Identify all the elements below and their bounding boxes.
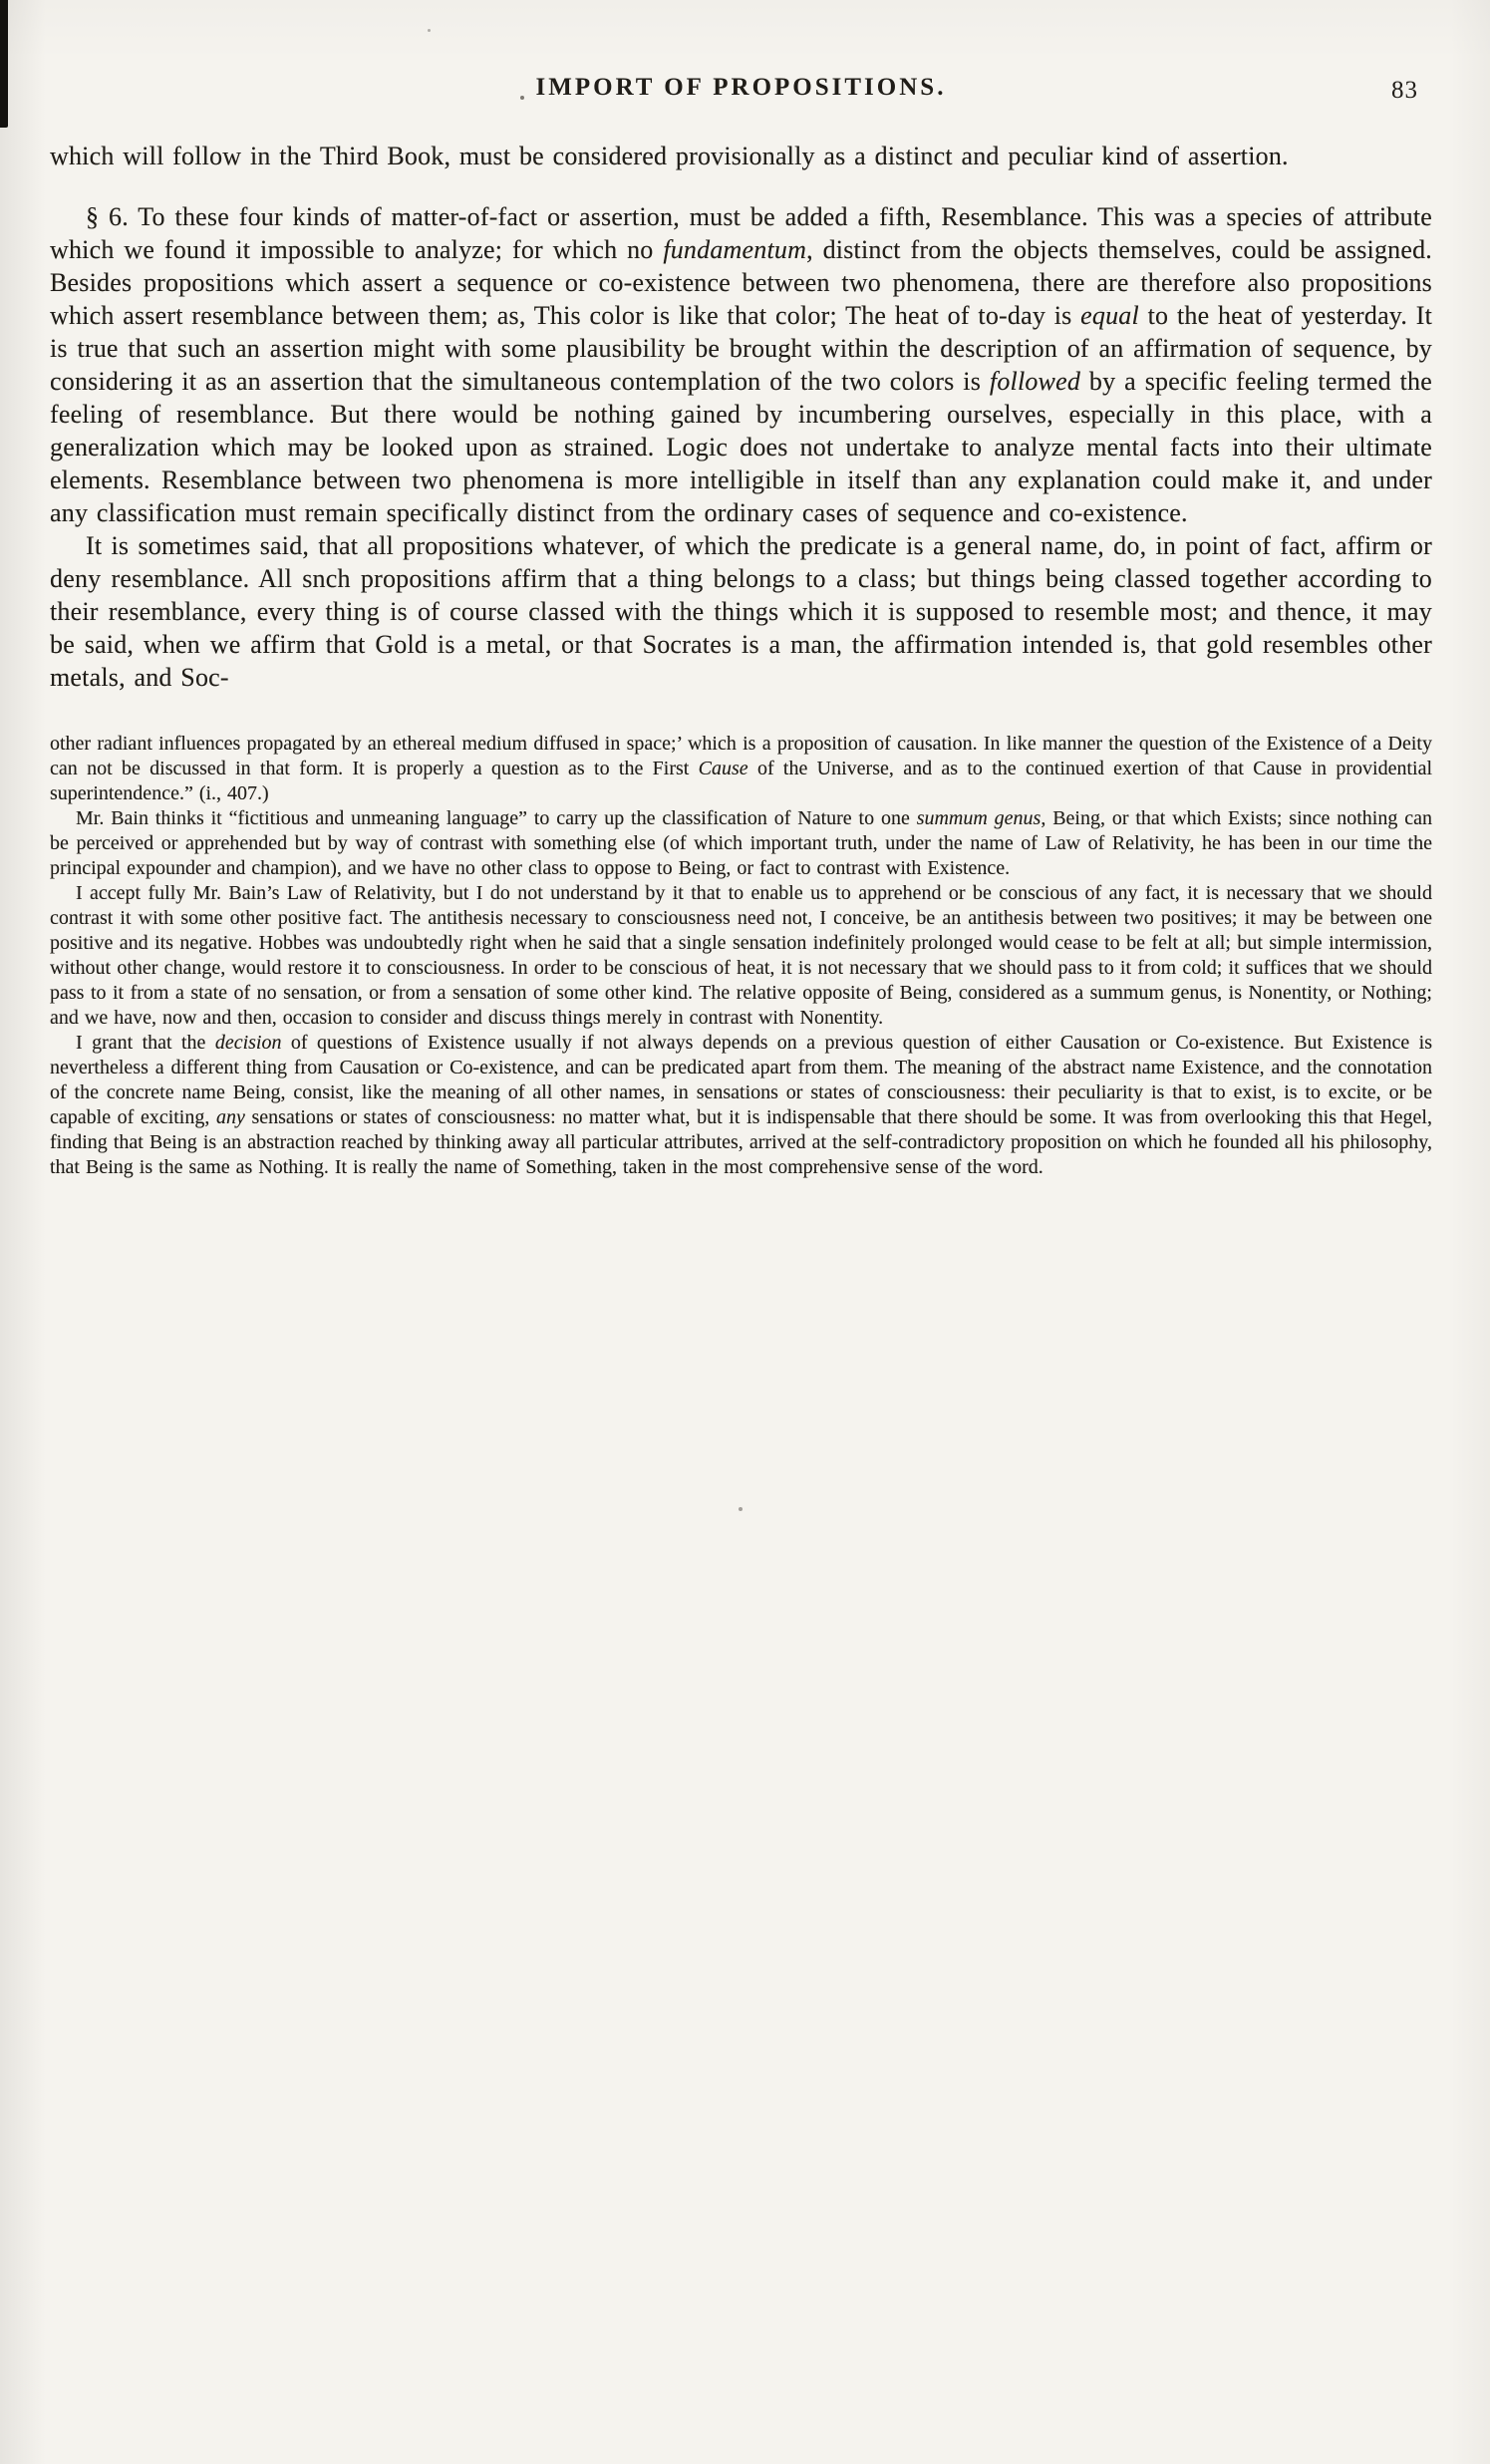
- text-run: which will follow in the Third Book, must be considered provisionally as a distinct and peculiar kind of assertion.: [50, 142, 1289, 170]
- paragraph: [50, 806, 1432, 881]
- paragraph: [50, 732, 1432, 806]
- scan-speck: [428, 29, 431, 32]
- main-text: [50, 140, 1432, 694]
- italic-text-run: summum genus: [916, 807, 1042, 829]
- italic-text-run: Cause: [698, 758, 748, 779]
- paragraph: [50, 200, 1432, 529]
- paragraph: [50, 1031, 1432, 1180]
- paragraph: [50, 881, 1432, 1031]
- italic-text-run: fundamentum: [663, 235, 807, 264]
- text-run: I grant that the: [76, 1032, 215, 1054]
- text-run: of questions of Existence usually if not always depends on a previous question of either Causation or Co-existence. But Existence is nevertheless a different thing from Causation or Co-existence, and can be predicated apart from them. The meaning of the abstract name Existence, and the connotation of the concrete name Being, consist, like the meaning of all other names, in sensations or states of consciousness: their peculiarity is that to exist, is to excite, or be capable of exciting,: [50, 1032, 1432, 1128]
- italic-text-run: followed: [989, 367, 1081, 396]
- text-run: , distinct from the objects themselves, could be assigned. Besides propositions which assert a sequence or co-existence between two phenomena, there are therefore also propositions which assert resemblance between them; as, This color is like that color; The heat of to-day is: [50, 235, 1432, 330]
- text-run: It is sometimes said, that all propositions whatever, of which the predicate is a general name, do, in point of fact, affirm or deny resemblance. All snch propositions affirm that a thing belongs to a class; but things being classed together according to their resemblance, every thing is of course classed with the things which it is supposed to resemble most; and thence, it may be said, when we affirm that Gold is a metal, or that Socrates is a man, the affirmation intended is, that gold resembles other metals, and Soc-: [50, 531, 1432, 692]
- running-title: IMPORT OF PROPOSITIONS.: [535, 74, 947, 101]
- text-run: I accept fully Mr. Bain’s Law of Relativity, but I do not understand by it that to enable us to apprehend or be conscious of any fact, it is necessary that we should contrast it with some other positive fact. The antithesis necessary to consciousness need not, I conceive, be an antithesis between two positives; it may be between one positive and its negative. Hobbes was undoubtedly right when he said that a single sensation indefinitely prolonged would cease to be felt at all; but simple intermission, without other change, would restore it to consciousness. In order to be conscious of heat, it is not necessary that we should pass to it from cold; it suffices that we should pass to it from a state of no sensation, or from a sensation of some other kind. The relative opposite of Being, considered as a summum genus, is Nonentity, or Nothing; and we have, now and then, occasion to consider and discuss things merely in contrast with Nonentity.: [50, 882, 1432, 1029]
- text-run: , Being, or that which Exists; since nothing can be perceived or apprehended but by way of contrast with something else (of which important truth, under the name of Law of Relativity, he has been in our time the principal expounder and champion), and we have no other class to oppose to Being, or fact to contrast with Existence.: [50, 807, 1432, 879]
- scan-speck: [739, 1507, 743, 1511]
- italic-text-run: decision: [214, 1032, 282, 1054]
- scan-artifact-bar: [0, 0, 8, 128]
- italic-text-run: equal: [1080, 301, 1139, 330]
- paragraph: [50, 140, 1432, 172]
- text-run: Mr. Bain thinks it “fictitious and unmeaning language” to carry up the classification of Nature to one: [76, 807, 917, 829]
- text-run: other radiant influences propagated by an ethereal medium diffused in space;’ which is a proposition of causation. In like manner the question of the Existence of a Deity can not be discussed in that form. It is properly a question as to the First: [50, 733, 1432, 779]
- text-run: by a specific feeling termed the feeling of resemblance. But there would be nothing gained by incumbering ourselves, especially in this place, with a generalization which may be looked upon as strained. Logic does not undertake to analyze mental facts into their ultimate elements. Resemblance between two phenomena is more intelligible in itself than any explanation could make it, and under any classification must remain specifically distinct from the ordinary cases of sequence and co-existence.: [50, 367, 1432, 527]
- page-number: 83: [1391, 77, 1418, 104]
- text-run: to the heat of yesterday. It is true that such an assertion might with some plausibility be brought within the description of an affirmation of sequence, by considering it as an assertion that the simultaneous contemplation of the two colors is: [50, 301, 1433, 396]
- paragraph: [50, 529, 1432, 694]
- text-run: of the Universe, and as to the continued exertion of that Cause in providential superintendence.” (i., 407.): [50, 758, 1433, 804]
- text-run: sensations or states of consciousness: no matter what, but it is indispensable that there should be some. It was from overlooking this that Hegel, finding that Being is an abstraction reached by thinking away all particular attributes, arrived at the self-contradictory proposition on which he founded all his philosophy, that Being is the same as Nothing. It is really the name of Something, taken in the most comprehensive sense of the word.: [50, 1106, 1432, 1178]
- page-header: [50, 74, 1432, 108]
- text-run: § 6. To these four kinds of matter-of-fact or assertion, must be added a fifth, Resemblance. This was a species of attribute which we found it impossible to analyze; for which no: [50, 202, 1432, 264]
- italic-text-run: any: [215, 1106, 245, 1128]
- scan-speck: [520, 96, 524, 100]
- footnote-text: [50, 732, 1432, 1180]
